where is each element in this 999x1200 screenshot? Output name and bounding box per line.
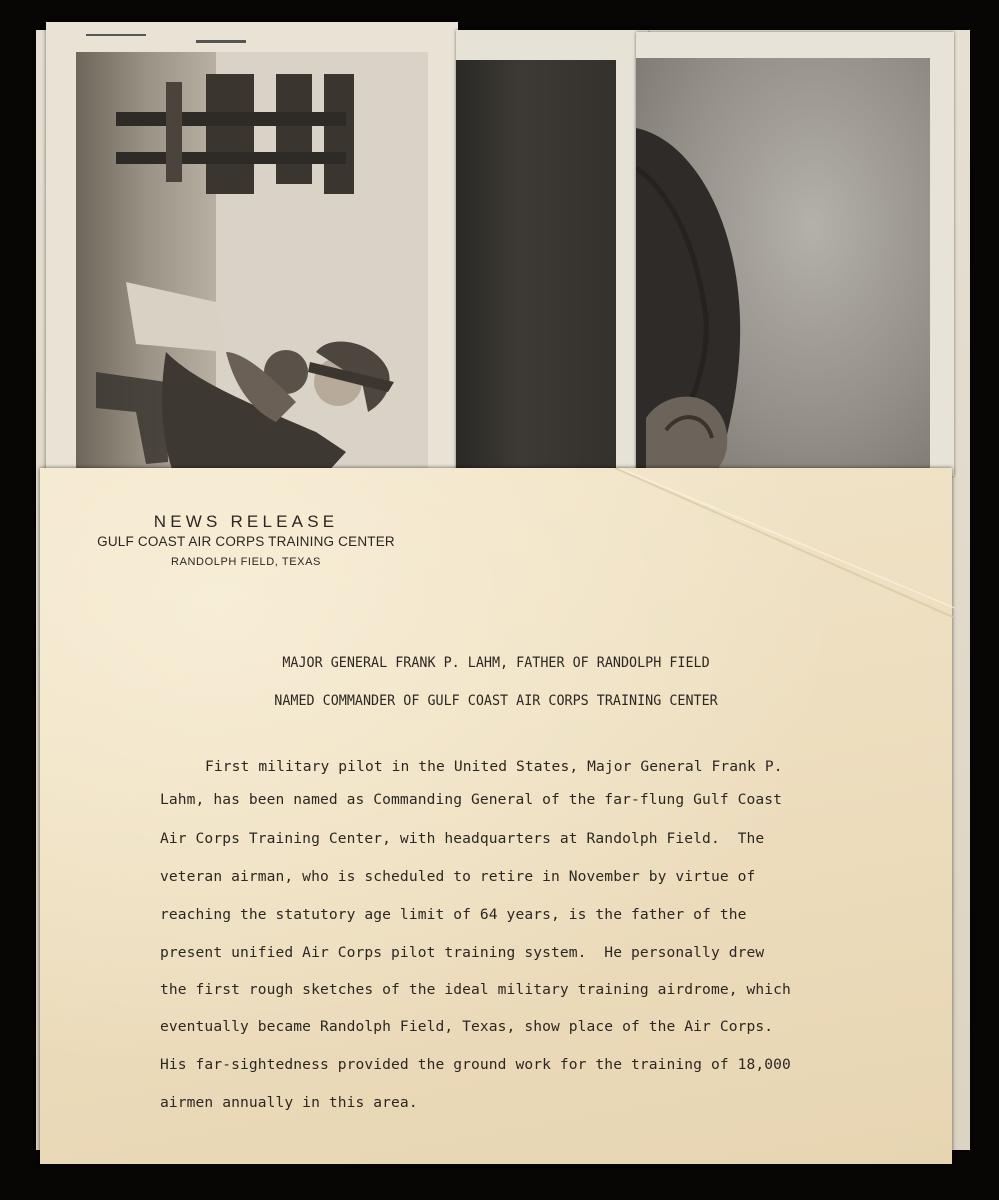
body-line: present unified Air Corps pilot training system. He personally drew	[160, 944, 765, 961]
body-line: reaching the statutory age limit of 64 years, is the father of the	[160, 906, 747, 923]
photo-dark-strip-image	[456, 60, 616, 480]
headline-line-1: MAJOR GENERAL FRANK P. LAHM, FATHER OF RANDOLPH FIELD	[282, 655, 710, 672]
photo-portrait-closeup-image	[636, 58, 930, 478]
portrait-illustration	[636, 58, 930, 478]
body-line: His far-sightedness provided the ground work for the training of 18,000	[160, 1056, 791, 1073]
news-release-document	[40, 468, 952, 1164]
body-line: airmen annually in this area.	[160, 1094, 418, 1111]
photo-man-with-child	[46, 22, 458, 476]
body-line: the first rough sketches of the ideal military training airdrome, which	[160, 981, 791, 998]
photo-man-with-child-image	[76, 52, 428, 496]
photo-scene-illustration	[76, 52, 428, 496]
letterhead-title: NEWS RELEASE	[153, 512, 339, 531]
body-line: eventually became Randolph Field, Texas, show place of the Air Corps.	[160, 1018, 774, 1035]
letterhead-location: RANDOLPH FIELD, TEXAS	[171, 556, 321, 568]
body-line: Lahm, has been named as Commanding General of the far-flung Gulf Coast	[160, 791, 783, 808]
paper-crease	[615, 468, 955, 618]
body-line: Air Corps Training Center, with headquarters at Randolph Field. The	[160, 830, 765, 847]
staple-mark	[86, 34, 146, 36]
body-line: veteran airman, who is scheduled to retire in November by virtue of	[160, 868, 756, 885]
photo-portrait-closeup	[636, 32, 954, 476]
staple-mark	[196, 40, 246, 43]
headline-line-2: NAMED COMMANDER OF GULF COAST AIR CORPS TRAINING CENTER	[274, 693, 718, 710]
body-line: First military pilot in the United States, Major General Frank P.	[205, 758, 783, 775]
photo-dark-strip	[456, 30, 648, 476]
letterhead-organization: GULF COAST AIR CORPS TRAINING CENTER	[97, 534, 395, 549]
